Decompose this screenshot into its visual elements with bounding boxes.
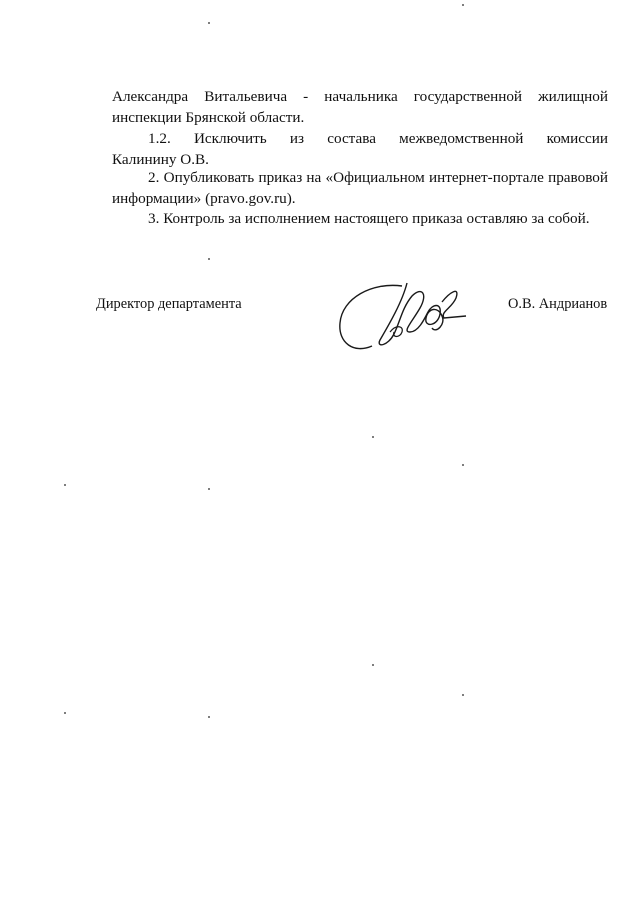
body-line-6: информации» (pravo.gov.ru).: [112, 190, 296, 207]
body-line-4: Калинину О.В.: [112, 151, 209, 168]
body-line-1: Александра Витальевича - начальника государственной жилищной: [112, 88, 608, 105]
scan-speck: [208, 488, 210, 490]
scan-speck: [208, 716, 210, 718]
scan-speck: [208, 258, 210, 260]
scan-speck: [462, 4, 464, 6]
scan-speck: [64, 484, 66, 486]
body-line-5: 2. Опубликовать приказ на «Официальном интернет-портале правовой: [148, 169, 608, 186]
body-line-2: инспекции Брянской области.: [112, 109, 305, 126]
signatory-name: О.В. Андрианов: [508, 296, 608, 312]
scan-speck: [208, 22, 210, 24]
handwritten-signature: [332, 268, 472, 358]
body-line-7: 3. Контроль за исполнением настоящего приказа оставляю за собой.: [148, 210, 590, 227]
scan-speck: [462, 464, 464, 466]
body-line-3: 1.2. Исключить из состава межведомственной комиссии: [148, 130, 608, 147]
scan-speck: [372, 664, 374, 666]
scan-speck: [64, 712, 66, 714]
scan-speck: [372, 436, 374, 438]
scan-speck: [462, 694, 464, 696]
signatory-position: Директор департамента: [96, 296, 242, 312]
